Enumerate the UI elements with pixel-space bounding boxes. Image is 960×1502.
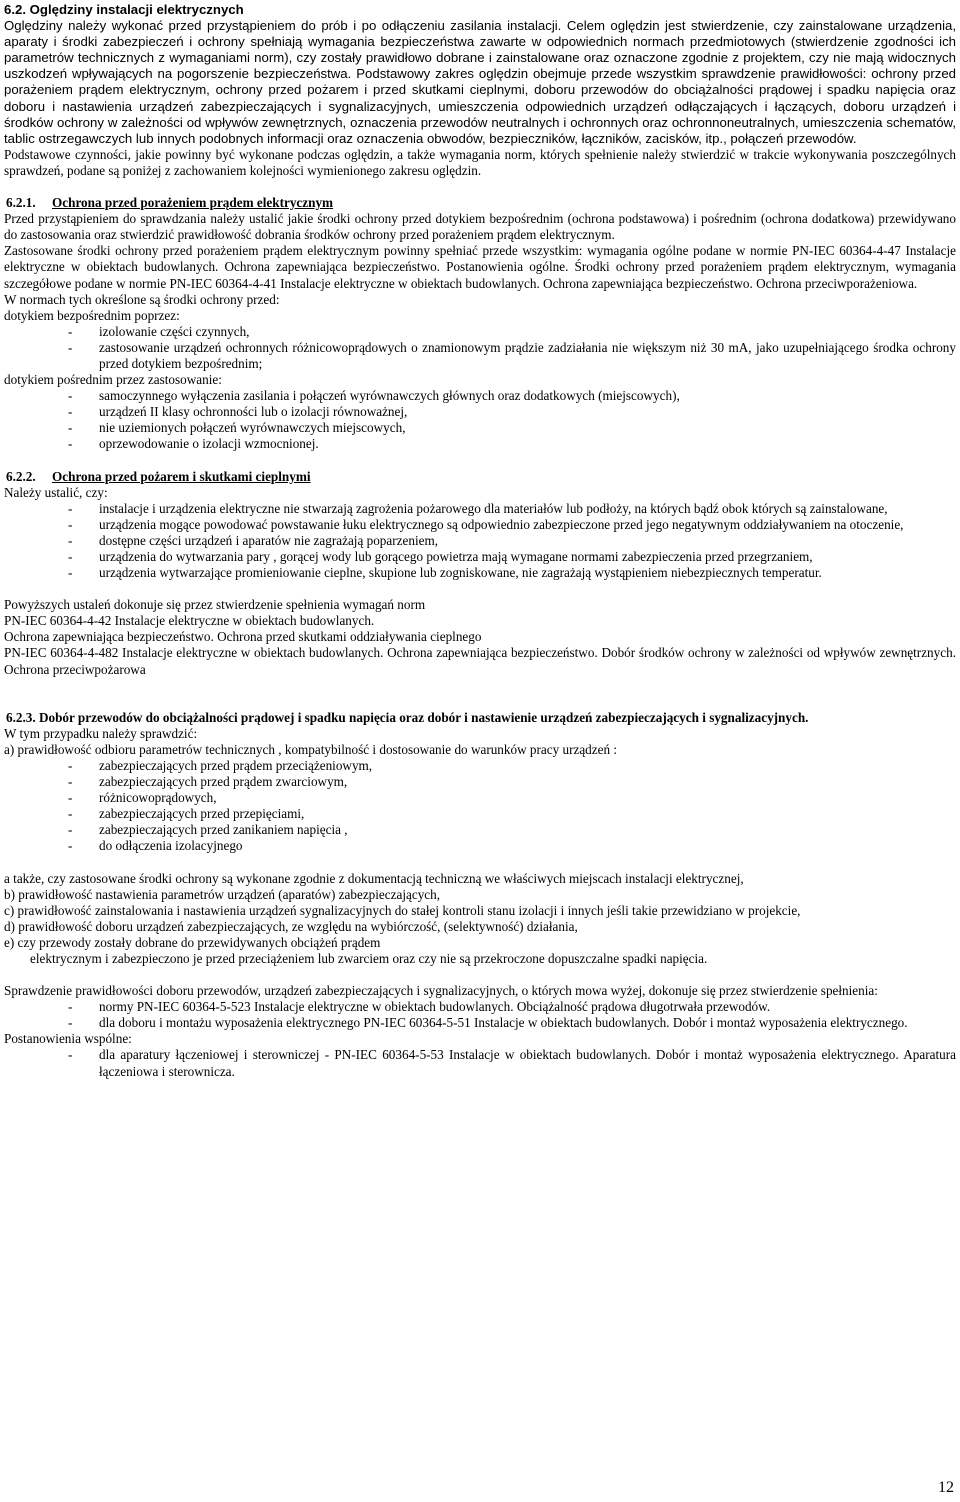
list-item: - różnicowoprądowych, xyxy=(4,790,956,806)
paragraph: elektrycznym i zabezpieczono je przed przeciążeniem lub zwarciem oraz czy nie są przekroczone dopuszczalne spadki napięcia. xyxy=(30,950,708,966)
list-label: dotykiem pośrednim przez zastosowanie: xyxy=(4,372,222,388)
paragraph: Sprawdzenie prawidłowości doboru przewodów, urządzeń zabezpieczających i sygnalizacyjnych, o których mowa wyżej, dokonuje się przez stwierdzenie spełnienia: xyxy=(4,983,878,999)
scope-text: Podstawowy zakres oględzin obejmuje przede wszystkim sprawdzenie prawidłowości: ochrony przed porażeniem prądem elektrycznym, ochrony przed pożarem i przed skutkami cieplnymi, doboru przewodów do obciążalności prądowej i spadku napięcia oraz doboru i nastawienia urządzeń zabezpieczających i sygnalizacyjnych, umieszczenia odpowiednich urządzeń odłączających i łączących, doboru urządzeń i środków ochrony w zależności od wpływów zewnętrznych, oznaczenia przewodów neutralnych i ochronnych oraz ochronnoneutralnych, umieszczenia schematów, tablic ostrzegawczych lub innych podobnych informacji oraz oznaczenia obwodów, bezpieczników, łączników, zacisków, itp., połączeń przewodów. xyxy=(4,66,956,146)
paragraph: e) czy przewody zostały dobrane do przewidywanych obciążeń prądem xyxy=(4,934,381,950)
paragraph: Ochrona zapewniająca bezpieczeństwo. Ochrona przed skutkami oddziaływania cieplnego xyxy=(4,629,482,645)
list-item: - zabezpieczających przed prądem zwarciowym, xyxy=(4,774,956,790)
paragraph: a) prawidłowość odbioru parametrów technicznych , kompatybilność i dostosowanie do warunków pracy urządzeń : xyxy=(4,741,618,757)
section-title: 6.2.3. Dobór przewodów do obciążalności prądowej i spadku napięcia oraz dobór i nastawienie urządzeń zabezpieczających i sygnalizacyjnych. xyxy=(6,709,809,725)
section-number: 6.2.2. xyxy=(6,468,36,484)
common-provisions-list xyxy=(4,1047,956,1079)
paragraph: Postanowienia wspólne: xyxy=(4,1031,132,1047)
intro-text: Oględziny należy wykonać przed przystąpieniem do prób i po odłączeniu zasilania instalacji. Celem oględzin jest stwierdzenie, czy zainstalowane urządzenia, aparaty i środki zabezpieczeń i ochrony spełniają wymagania bezpieczeństwa zawarte w odpowiednich normach przedmiotowych (stwierdzenie zgodności ich parametrów technicznych z wymaganiami norm), czy zostały prawidłowo dobrane i zainstalowane oraz oznaczone zgodnie z projektem, czy nie mają widocznych uszkodzeń wpływających na pogorszenie bezpieczeństwa. xyxy=(4,18,956,82)
section-6-2-intro xyxy=(4,18,956,147)
paragraph: b) prawidłowość nastawienia parametrów urządzeń (aparatów) zabezpieczających, xyxy=(4,886,441,902)
list-item: - zabezpieczających przed prądem przeciążeniowym, xyxy=(4,758,956,774)
list-item: - normy PN-IEC 60364-5-523 Instalacje elektryczne w obiektach budowlanych. Obciążalność prądowa długotrwała przewodów. xyxy=(4,999,956,1015)
indirect-protection-list xyxy=(4,388,956,452)
paragraph: Przed przystąpieniem do sprawdzania należy ustalić jakie środki ochrony przed dotykiem bezpośrednim (ochrona podstawowa) i pośrednim (ochrona dodatkowa) przewidywano do zastosowania oraz stwierdzić prawidłowość dobrania środków ochrony przed porażeniem prądem elektrycznym. xyxy=(4,211,956,243)
paragraph: W normach tych określone są środki ochrony przed: xyxy=(4,291,280,307)
paragraph: PN-IEC 60364-4-482 Instalacje elektryczne w obiektach budowlanych. Ochrona zapewniająca bezpieczeństwo. Dobór środków ochrony w zależności od wpływów zewnętrznych. Ochrona przeciwpożarowa xyxy=(4,645,956,677)
list-item: - dla doboru i montażu wyposażenia elektrycznego PN-IEC 60364-5-51 Instalacje w obiektach budowlanych. Dobór i montaż wyposażenia elektrycznego. xyxy=(4,1015,956,1031)
paragraph: d) prawidłowość doboru urządzeń zabezpieczających, ze względu na wybiórczość, (selektywność) działania, xyxy=(4,918,578,934)
list-item: - zabezpieczających przed zanikaniem napięcia , xyxy=(4,822,956,838)
list-item: - urządzeń II klasy ochronności lub o izolacji równoważnej, xyxy=(4,404,956,420)
list-item: - zabezpieczających przed przepięciami, xyxy=(4,806,956,822)
list-item: - urządzenia do wytwarzania pary , gorącej wody lub gorącego powietrza mają wymagane normami zabezpieczenia przed przegrzaniem, xyxy=(4,549,956,565)
direct-protection-list xyxy=(4,324,956,372)
page-number: 12 xyxy=(938,1479,954,1496)
section-title-6-2: 6.2. Oględziny instalacji elektrycznych xyxy=(4,2,244,17)
list-item: - zastosowanie urządzeń ochronnych różnicowoprądowych o znamionowym prądzie zadziałania nie większym niż 30 mA, jako uzupełniającego środka ochrony przed dotykiem bezpośrednim; xyxy=(4,340,956,372)
list-item: - dla aparatury łączeniowej i sterowniczej - PN-IEC 60364-5-53 Instalacje w obiektach budowlanych. Dobór i montaż wyposażenia elektrycznego. Aparatura łączeniowa i sterownicza. xyxy=(4,1047,956,1079)
list-item: - samoczynnego wyłączenia zasilania i połączeń wyrównawczych głównych oraz dodatkowych (miejscowych), xyxy=(4,388,956,404)
list-item: - oprzewodowanie o izolacji wzmocnionej. xyxy=(4,436,956,452)
paragraph: W tym przypadku należy sprawdzić: xyxy=(4,725,198,741)
section-title: Ochrona przed porażeniem prądem elektrycznym xyxy=(52,195,334,211)
section-6-2-basic: Podstawowe czynności, jakie powinny być wykonane podczas oględzin, a także wymagania norm, których spełnienie należy stwierdzić w trakcie wykonywania poszczególnych sprawdzeń, podane są poniżej z zachowaniem kolejności wymienionego zakresu oględzin. xyxy=(4,146,956,178)
protection-devices-list xyxy=(4,758,956,855)
list-label: dotykiem bezpośrednim poprzez: xyxy=(4,307,180,323)
list-item: - izolowanie części czynnych, xyxy=(4,324,956,340)
list-item: - nie uziemionych połączeń wyrównawczych miejscowych, xyxy=(4,420,956,436)
document-page xyxy=(4,2,956,1080)
norms-list xyxy=(4,999,956,1031)
list-item: - urządzenia mogące powodować powstawanie łuku elektrycznego są odpowiednio zabezpieczone przed jego negatywnym oddziaływaniem na otoczenie, xyxy=(4,517,956,533)
section-heading-6-2-3 xyxy=(4,710,956,726)
paragraph: Zastosowane środki ochrony przed porażeniem prądem elektrycznym powinny spełniać przede wszystkim: wymagania ogólne podane w normie PN-IEC 60364-4-47 Instalacje elektryczne w obiektach budowlanych. Ochrona zapewniająca bezpieczeństwo. Postanowienia ogólne. Środki ochrony przed porażeniem prądem elektrycznym, wymagania szczegółowe podane w normie PN-IEC 60364-4-41 Instalacje elektryczne w obiektach budowlanych. Ochrona zapewniająca bezpieczeństwo. Ochrona przeciwporażeniowa. xyxy=(4,243,956,291)
section-heading-6-2-1 xyxy=(4,195,956,211)
paragraph: a także, czy zastosowane środki ochrony są wykonane zgodnie z dokumentacją techniczną we właściwych miejscach instalacji elektrycznej, xyxy=(4,870,744,886)
paragraph: PN-IEC 60364-4-42 Instalacje elektryczne w obiektach budowlanych. xyxy=(4,613,375,629)
fire-protection-list xyxy=(4,501,956,581)
list-item: - urządzenia wytwarzające promieniowanie cieplne, skupione lub zogniskowane, nie zagrażają wystąpieniem niebezpiecznych temperatur. xyxy=(4,565,956,581)
section-title: Ochrona przed pożarem i skutkami cieplnymi xyxy=(52,468,311,484)
list-item: - instalacje i urządzenia elektryczne nie stwarzają zagrożenia pożarowego dla materiałów lub podłoży, na których bądź obok których są zainstalowane, xyxy=(4,501,956,517)
section-number: 6.2.1. xyxy=(6,195,36,211)
paragraph: c) prawidłowość zainstalowania i nastawienia urządzeń sygnalizacyjnych do stałej kontroli stanu izolacji i innych jeśli takie przewidziano w projekcie, xyxy=(4,902,801,918)
list-item: - do odłączenia izolacyjnego xyxy=(4,838,956,854)
section-heading-6-2-2 xyxy=(4,469,956,485)
paragraph: Powyższych ustaleń dokonuje się przez stwierdzenie spełnienia wymagań norm xyxy=(4,597,426,613)
paragraph: Należy ustalić, czy: xyxy=(4,484,108,500)
list-item: - dostępne części urządzeń i aparatów nie zagrażają poparzeniem, xyxy=(4,533,956,549)
